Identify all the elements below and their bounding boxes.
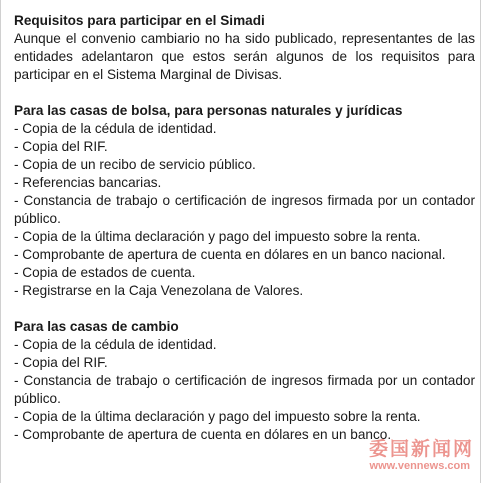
list-item: - Constancia de trabajo o certificación de ingresos firmada por un contador público.: [14, 193, 475, 226]
list-item: - Referencias bancarias.: [14, 175, 162, 190]
list-item: - Registrarse en la Caja Venezolana de Valores.: [14, 283, 304, 298]
section-brokers-heading: Para las casas de bolsa, para personas naturales y jurídicas: [14, 103, 403, 118]
left-border: [0, 0, 1, 483]
article-intro: Aunque el convenio cambiario no ha sido publicado, representantes de las entidades adelantaron que estos serán algunos de los requisitos para participar en el Sistema Marginal de Divisas.: [14, 31, 475, 82]
section-exchange-heading: Para las casas de cambio: [14, 319, 179, 334]
list-item: - Constancia de trabajo o certificación de ingresos firmada por un contador público.: [14, 373, 475, 406]
spacer: [14, 300, 475, 318]
list-item: - Copia de un recibo de servicio público.: [14, 157, 256, 172]
section-brokers-list: [14, 120, 475, 300]
list-item: - Copia de estados de cuenta.: [14, 265, 196, 280]
watermark-url: www.vennews.com: [369, 460, 470, 472]
list-item: - Copia del RIF.: [14, 139, 108, 154]
list-item: - Copia de la cédula de identidad.: [14, 337, 217, 352]
section-exchange-list: [14, 336, 475, 444]
list-item: - Copia de la última declaración y pago del impuesto sobre la renta.: [14, 409, 421, 424]
list-item: - Comprobante de apertura de cuenta en dólares en un banco nacional.: [14, 247, 446, 262]
watermark-site-name: 委国新闻网: [368, 438, 474, 460]
list-item: - Copia de la cédula de identidad.: [14, 121, 217, 136]
spacer: [14, 84, 475, 102]
list-item: - Copia del RIF.: [14, 355, 108, 370]
list-item: - Comprobante de apertura de cuenta en dólares en un banco.: [14, 427, 392, 442]
article-body: [14, 12, 475, 444]
list-item: - Copia de la última declaración y pago del impuesto sobre la renta.: [14, 229, 421, 244]
article-title: Requisitos para participar en el Simadi: [14, 13, 265, 28]
